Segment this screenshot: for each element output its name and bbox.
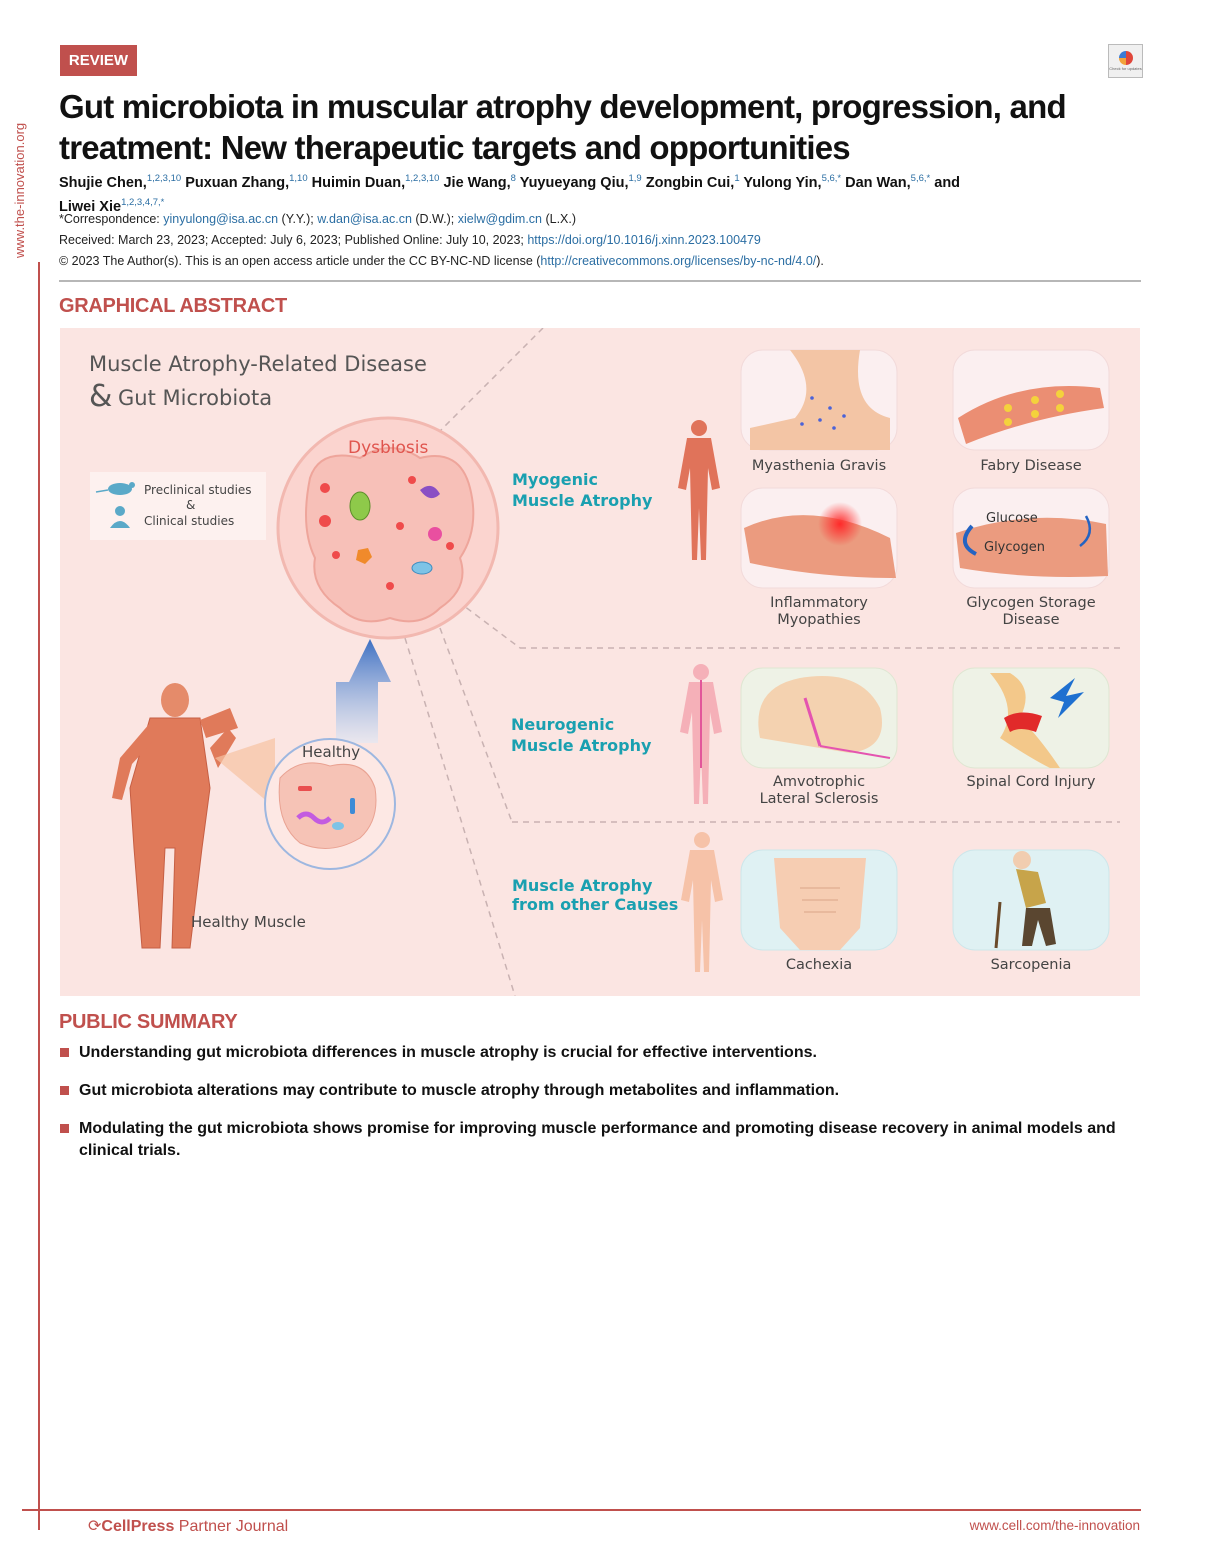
article-title: Gut microbiota in muscular atrophy development, progression, and treatment: New therapeutic targets and opportunities [59,88,1066,166]
glycogen-storage-label-2: Disease [1002,612,1060,628]
neurogenic-label-1: Neurogenic [511,715,615,734]
doi-link[interactable]: https://doi.org/10.1016/j.xinn.2023.100479 [527,233,761,247]
email-link[interactable]: w.dan@isa.ac.cn [317,212,412,226]
square-bullet-icon [60,1124,69,1133]
inflammatory-label-1: Inflammatory [770,595,868,611]
bacteria-pink-icon [428,527,442,541]
summary-text: Modulating the gut microbiota shows promise for improving muscle performance and promoting disease recovery in animal models and clinical trials. [79,1120,1116,1159]
author-name: Yulong Yin, [743,174,822,191]
ga-title-amp: & [89,379,113,414]
square-bullet-icon [60,1048,69,1057]
tile-glycogen-storage [953,488,1109,588]
check-for-updates-button[interactable] [1108,44,1143,78]
sarcopenia-label: Sarcopenia [990,957,1072,973]
dates-text: Received: March 23, 2023; Accepted: July 6, 2023; Published Online: July 10, 2023; [59,233,528,247]
author-affiliation[interactable]: 5,6,* [821,173,842,184]
check-updates-icon [1119,51,1133,65]
cellpress-logo-icon: ⟳ [88,1518,102,1535]
tile-fabry-disease [953,350,1109,450]
ga-title-line1: Muscle Atrophy-Related Disease [89,352,427,376]
legend-clinical: Clinical studies [144,514,235,528]
dysbiosis-label: Dysbiosis [348,438,429,458]
glucose-label: Glucose [986,511,1038,526]
footer-journal-url[interactable]: www.cell.com/the-innovation [969,1518,1140,1533]
bacteria-green-icon [350,492,370,520]
summary-item [59,1042,1139,1064]
square-bullet-icon [60,1086,69,1095]
dysbiosis-gut-illustration [278,418,498,638]
author-affiliation[interactable]: 1,10 [289,173,308,184]
author-name: Huimin Duan, [311,174,406,191]
author-affiliation[interactable]: 5,6,* [910,173,931,184]
myogenic-label-2: Muscle Atrophy [512,491,653,510]
correspondence-initials: (Y.Y.); [278,212,318,226]
inflammation-glow [818,502,862,546]
header-divider [59,280,1141,282]
tile-als [741,668,897,768]
tile-inflammatory-myopathies [741,488,897,588]
bacteria-blue-icon [412,562,432,574]
author-affiliation[interactable]: 8 [510,173,516,184]
author-conjunction: and [934,174,961,191]
graphical-abstract-heading: GRAPHICAL ABSTRACT [59,295,287,317]
legend-amp: & [186,498,196,512]
email-link[interactable]: xielw@gdim.cn [457,212,542,226]
myogenic-label-1: Myogenic [512,470,599,489]
fabry-disease-label: Fabry Disease [980,458,1082,474]
als-label-2: Lateral Sclerosis [759,791,879,807]
author-affiliation[interactable]: 1,2,3,10 [146,173,182,184]
neurogenic-label-2: Muscle Atrophy [511,736,652,755]
email-link[interactable]: yinyulong@isa.ac.cn [163,212,279,226]
inflammatory-label-2: Myopathies [777,612,861,628]
author-affiliation[interactable]: 1,9 [628,173,642,184]
glycogen-storage-label-1: Glycogen Storage [966,595,1096,611]
healthy-muscle-label: Healthy Muscle [191,913,306,931]
correspondence-line [59,212,576,226]
author-affiliation[interactable]: 1,2,3,4,7,* [121,196,165,208]
correspondence-initials: (L.X.) [542,212,577,226]
side-journal-url[interactable]: www.the-innovation.org [12,122,27,258]
summary-text: Understanding gut microbiota differences in muscle atrophy is crucial for effective interventions. [79,1044,817,1061]
healthy-label: Healthy [302,743,361,761]
partner-journal-label: Partner Journal [174,1518,289,1535]
public-summary-heading: PUBLIC SUMMARY [59,1011,238,1033]
cellpress-label: CellPress [101,1518,175,1535]
author-name: Puxuan Zhang, [185,174,290,191]
review-badge: REVIEW [60,45,137,76]
legend-preclinical: Preclinical studies [144,483,252,497]
graphical-abstract-figure [60,328,1140,996]
author-list [59,169,1139,217]
study-legend [90,472,266,540]
side-rule [38,262,40,1530]
author-name: Dan Wan, [845,174,911,191]
license-end: ). [816,254,824,268]
author-name: Zongbin Cui, [645,174,735,191]
correspondence-initials: (D.W.); [411,212,458,226]
license-text: © 2023 The Author(s). This is an open access article under the CC BY-NC-ND license ( [59,254,541,268]
als-label-1: Amvotrophic [772,774,866,790]
correspondence-label: *Correspondence: [59,212,164,226]
other-causes-label-2: from other Causes [512,895,679,914]
spinal-cord-injury-label: Spinal Cord Injury [966,774,1096,790]
dates-line [59,233,761,247]
tile-sarcopenia [953,850,1109,950]
tile-spinal-cord-injury [953,668,1109,768]
public-summary-list [59,1042,1139,1178]
footer-brand [88,1516,288,1536]
summary-item [59,1080,1139,1102]
footer-divider [22,1509,1141,1511]
myasthenia-gravis-label: Myasthenia Gravis [751,458,887,474]
author-affiliation[interactable]: 1 [734,173,740,184]
author-name: Shujie Chen, [59,174,147,191]
other-causes-label-1: Muscle Atrophy [512,876,653,895]
author-name: Jie Wang, [443,174,511,191]
tile-myasthenia-gravis [741,350,897,450]
license-link[interactable]: http://creativecommons.org/licenses/by-nc-nd/4.0/ [540,254,817,268]
tile-cachexia [741,850,897,950]
healthy-gut-illustration [265,739,395,869]
summary-text: Gut microbiota alterations may contribute to muscle atrophy through metabolites and inflammation. [79,1082,840,1099]
author-name: Liwei Xie [59,198,122,215]
ga-title-line2: Gut Microbiota [118,386,273,410]
glycogen-label: Glycogen [984,540,1045,555]
license-line [59,254,824,268]
check-updates-label: Check for updates [1109,66,1142,71]
author-name: Yuyueyang Qiu, [519,174,629,191]
summary-item [59,1118,1139,1162]
cachexia-label: Cachexia [785,957,853,973]
author-affiliation[interactable]: 1,2,3,10 [405,173,440,184]
